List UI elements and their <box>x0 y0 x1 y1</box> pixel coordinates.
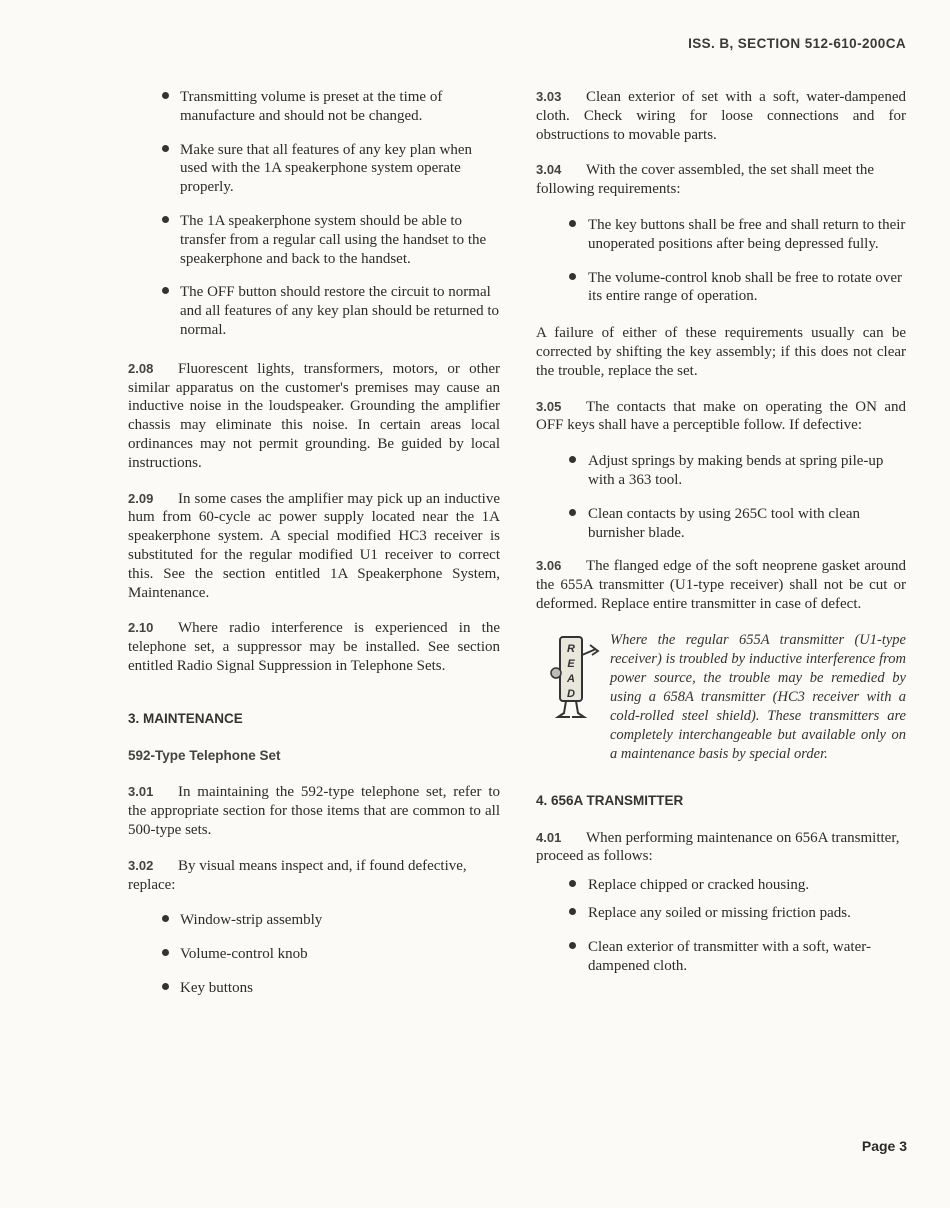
paragraph-number: 3.03 <box>536 89 562 104</box>
bullet-icon <box>569 880 576 887</box>
paragraph-2-09 <box>128 490 500 603</box>
paragraph-number: 4.01 <box>536 829 562 845</box>
list-item: The key buttons shall be free and shall return to their unoperated positions after being depressed fully. <box>536 216 906 254</box>
paragraph-3-01 <box>128 783 500 839</box>
list-item: Adjust springs by making bends at spring pile-up with a 363 tool. <box>536 452 906 490</box>
bullet-icon <box>569 220 576 227</box>
paragraph-number: 3.05 <box>536 398 562 414</box>
bullet-icon <box>162 949 169 956</box>
sign-letter: E <box>567 657 575 670</box>
paragraph-text: In some cases the amplifier may pick up an inductive hum from 60-cycle ac power supply located near the 1A speakerphone system. A special modified HC3 receiver is substituted for the regular modified U1 receiver to correct this. See the section entitled 1A Speakerphone System, Maintenance. <box>128 490 500 601</box>
paragraph-text: The contacts that make on operating the ON and OFF keys shall have a perceptible follow. If defective: <box>536 398 906 434</box>
paragraph-text: By visual means inspect and, if found defective, replace: <box>128 857 467 893</box>
paragraph-number: 3.06 <box>536 558 562 574</box>
paragraph-3-02 <box>128 857 500 895</box>
bullet-icon <box>162 216 169 223</box>
bullet-icon <box>569 908 576 915</box>
bullet-icon <box>162 92 169 99</box>
list-item: Transmitting volume is preset at the time of manufacture and should not be changed. <box>128 88 500 126</box>
read-sign-icon <box>546 633 602 721</box>
paragraph-4-01 <box>536 829 906 867</box>
list-item: The 1A speakerphone system should be able to transfer from a regular call using the handset to the speakerphone and back to the handset. <box>128 212 500 268</box>
subsection-heading: 592-Type Telephone Set <box>128 747 281 763</box>
list-item: The OFF button should restore the circuit to normal and all features of any key plan should be returned to normal. <box>128 283 500 339</box>
document-reference: ISS. B, SECTION 512-610-200CA <box>688 36 906 51</box>
paragraph-text: The flanged edge of the soft neoprene gasket around the 655A transmitter (U1-type receiver) shall not be cut or deformed. Replace entire transmitter in case of defect. <box>536 558 906 612</box>
paragraph-number: 2.10 <box>128 620 154 636</box>
list-item: Make sure that all features of any key plan when used with the 1A speakerphone system operate properly. <box>128 141 500 197</box>
paragraph-2-10 <box>128 619 500 675</box>
paragraph-failure: A failure of either of these requirements usually can be corrected by shifting the key assembly; if this does not clear the trouble, replace the set. <box>536 325 906 379</box>
bullet-icon <box>162 145 169 152</box>
bullet-icon <box>162 915 169 922</box>
paragraph-text: With the cover assembled, the set shall meet the following requirements: <box>536 162 875 198</box>
paragraph-text: Where radio interference is experienced in the telephone set, a suppressor may be installed. See section entitled Radio Signal Suppression in Telephone Sets. <box>128 620 500 674</box>
paragraph-3-05 <box>536 398 906 436</box>
list-item: Clean exterior of transmitter with a soft, water-dampened cloth. <box>536 938 906 976</box>
list-item: Replace any soiled or missing friction pads. <box>536 904 906 923</box>
left-column <box>128 88 500 1013</box>
bullet-icon <box>162 287 169 294</box>
sign-letter: R <box>567 642 575 655</box>
page-number: Page 3 <box>861 1138 907 1154</box>
bullet-icon <box>569 509 576 516</box>
paragraph-2-08 <box>128 360 500 473</box>
list-item: Volume-control knob <box>128 945 500 964</box>
section-heading: 3. MAINTENANCE <box>128 710 243 726</box>
paragraph-text: Clean exterior of set with a soft, water-dampened cloth. Check wiring for loose connections and for obstructions to movable parts. <box>536 89 906 143</box>
note-text: Where the regular 655A transmitter (U1-type receiver) is troubled by inductive interference from power source, the trouble may be remedied by using a 658A transmitter (HC3 receiver with a cold-rolled steel shield). These transmitters are completely interchangeable but available only on a maintenance basis by special order. <box>610 631 906 762</box>
list-item: Replace chipped or cracked housing. <box>536 876 906 895</box>
paragraph-3-04 <box>536 161 906 199</box>
paragraph-number: 2.09 <box>128 490 154 506</box>
list-item: Key buttons <box>128 979 500 998</box>
read-note <box>536 631 906 764</box>
paragraph-number: 2.08 <box>128 360 154 376</box>
paragraph-number: 3.01 <box>128 784 154 800</box>
list-item: Window-strip assembly <box>128 911 500 930</box>
bullet-icon <box>162 983 169 990</box>
sign-letter: D <box>567 687 575 700</box>
right-column <box>536 88 906 990</box>
paragraph-number: 3.02 <box>128 857 154 873</box>
paragraph-text: Fluorescent lights, transformers, motors, or other similar apparatus on the customer's premises may cause an inductive noise in the loudspeaker. Grounding the amplifier chassis may eliminate this noise. In certain areas local ordinances may not permit grounding. Be guided by local instructions. <box>128 360 500 471</box>
paragraph-text: When performing maintenance on 656A transmitter, proceed as follows: <box>536 829 900 865</box>
paragraph-text: In maintaining the 592-type telephone set, refer to the appropriate section for those items that are common to all 500-type sets. <box>128 784 500 838</box>
sign-letter: A <box>567 672 575 685</box>
list-item: The volume-control knob shall be free to rotate over its entire range of operation. <box>536 269 906 307</box>
paragraph-3-03 <box>536 88 906 144</box>
paragraph-number: 3.04 <box>536 162 562 178</box>
bullet-icon <box>569 456 576 463</box>
bullet-icon <box>569 273 576 280</box>
list-item: Clean contacts by using 265C tool with clean burnisher blade. <box>536 505 906 543</box>
paragraph-3-06 <box>536 557 906 613</box>
section-heading: 4. 656A TRANSMITTER <box>536 792 684 808</box>
bullet-icon <box>569 942 576 949</box>
